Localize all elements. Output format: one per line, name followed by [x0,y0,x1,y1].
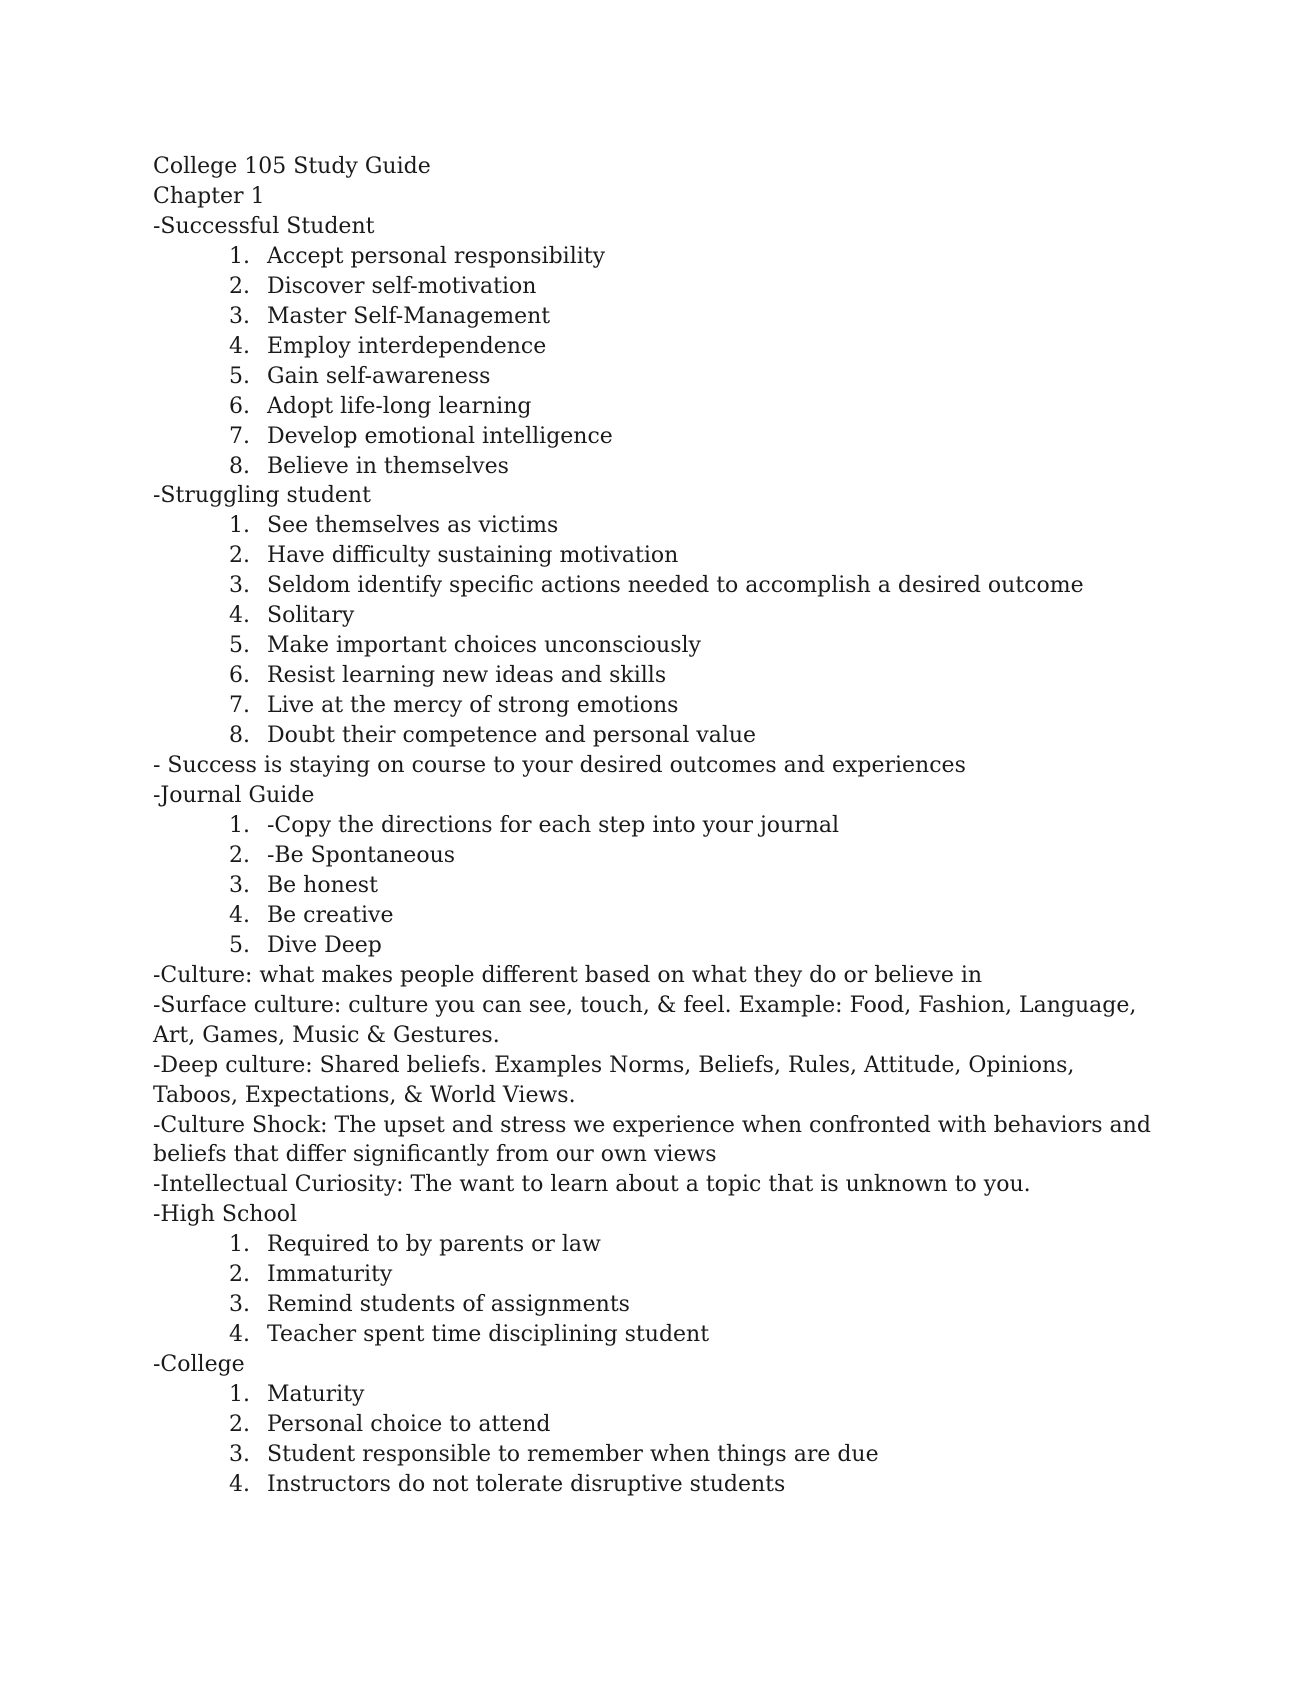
success-definition: - Success is staying on course to your desired outcomes and experiences [153,753,966,779]
list-item-text: See themselves as victims [267,513,559,539]
list-item-text: Develop emotional intelligence [267,423,613,449]
list-item-text: Live at the mercy of strong emotions [267,693,679,719]
list-item: 8. Doubt their competence and personal value [229,723,757,749]
culture-definition: -Culture: what makes people different based on what they do or believe in [153,962,983,988]
college-list [153,1380,1163,1500]
list-item-text: Resist learning new ideas and skills [267,663,667,689]
list-item: 8. Believe in themselves [229,453,509,479]
list-item: 4. Be creative [229,902,394,928]
list-item: 1. Maturity [229,1382,365,1408]
deep-culture-definition: -Deep culture: Shared beliefs. Examples Norms, Beliefs, Rules, Attitude, Opinions, Taboos, Expectations, & World Views. [153,1052,1075,1108]
chapter-heading: Chapter 1 [153,183,265,209]
list-item-text: -Copy the directions for each step into your journal [267,812,840,838]
list-item: 2. Personal choice to attend [229,1412,551,1438]
section-heading-journal-guide: -Journal Guide [153,783,315,809]
document-title: College 105 Study Guide [153,154,431,179]
list-item-text: Accept personal responsibility [267,243,606,269]
list-item: 1. See themselves as victims [229,513,559,539]
list-item-text: Adopt life-long learning [267,393,532,419]
list-item: 3. Remind students of assignments [229,1292,630,1318]
list-item-text: Employ interdependence [267,333,547,359]
list-item: 6. Resist learning new ideas and skills [229,663,667,689]
list-item: 2. Discover self-motivation [229,273,537,299]
list-item-text: Student responsible to remember when things are due [267,1441,879,1467]
list-item-text: Be creative [267,902,394,928]
list-item: 4. Solitary [229,603,355,629]
list-item-text: Instructors do not tolerate disruptive students [267,1471,786,1497]
list-item-text: Immaturity [267,1262,393,1288]
high-school-list [153,1230,1163,1350]
list-item-text: Maturity [267,1382,365,1408]
list-item-text: Gain self-awareness [267,363,491,389]
list-item-text: Solitary [267,603,355,629]
list-item-text: -Be Spontaneous [267,842,456,868]
section-heading-successful-student: -Successful Student [153,213,375,239]
surface-culture-definition: -Surface culture: culture you can see, touch, & feel. Example: Food, Fashion, Language, Art, Games, Music & Gestures. [153,992,1137,1048]
list-item: 3. Master Self-Management [229,303,551,329]
culture-shock-definition: -Culture Shock: The upset and stress we experience when confronted with behaviors and beliefs that differ significantly from our own views [153,1112,1151,1168]
struggling-student-list [153,511,1163,751]
list-item: 4. Instructors do not tolerate disruptive students [229,1471,786,1497]
list-item-text: Doubt their competence and personal value [267,723,757,749]
list-item: 3. Student responsible to remember when things are due [229,1441,879,1467]
list-item: 6. Adopt life-long learning [229,393,532,419]
list-item: 1. -Copy the directions for each step into your journal [229,812,840,838]
list-item-text: Believe in themselves [267,453,509,479]
list-item: 7. Live at the mercy of strong emotions [229,693,679,719]
intellectual-curiosity-definition: -Intellectual Curiosity: The want to learn about a topic that is unknown to you. [153,1172,1031,1198]
list-item: 5. Dive Deep [229,932,382,958]
section-heading-college: -College [153,1352,245,1378]
list-item: 2. Have difficulty sustaining motivation [229,543,679,569]
list-item: 7. Develop emotional intelligence [229,423,613,449]
list-item: 1. Required to by parents or law [229,1232,601,1258]
list-item-text: Remind students of assignments [267,1292,630,1318]
list-item: 5. Gain self-awareness [229,363,491,389]
list-item-text: Seldom identify specific actions needed to accomplish a desired outcome [267,573,1084,599]
list-item: 2. Immaturity [229,1262,393,1288]
list-item: 1. Accept personal responsibility [229,243,606,269]
list-item-text: Have difficulty sustaining motivation [267,543,679,569]
list-item: 2. -Be Spontaneous [229,842,456,868]
study-guide-page [153,152,1163,1500]
list-item: 4. Teacher spent time disciplining student [229,1322,710,1348]
list-item: 5. Make important choices unconsciously [229,633,701,659]
list-item-text: Make important choices unconsciously [267,633,701,659]
list-item: 3. Be honest [229,872,378,898]
section-heading-struggling-student: -Struggling student [153,483,371,509]
list-item-text: Personal choice to attend [267,1412,551,1438]
list-item: 4. Employ interdependence [229,333,547,359]
list-item-text: Dive Deep [267,932,382,958]
successful-student-list [153,242,1163,482]
list-item-text: Teacher spent time disciplining student [267,1322,710,1348]
list-item-text: Master Self-Management [267,303,551,329]
list-item: 3. Seldom identify specific actions needed to accomplish a desired outcome [229,573,1084,599]
section-heading-high-school: -High School [153,1202,297,1228]
list-item-text: Discover self-motivation [267,273,537,299]
list-item-text: Required to by parents or law [267,1232,601,1258]
list-item-text: Be honest [267,872,378,898]
journal-guide-list [153,811,1163,961]
